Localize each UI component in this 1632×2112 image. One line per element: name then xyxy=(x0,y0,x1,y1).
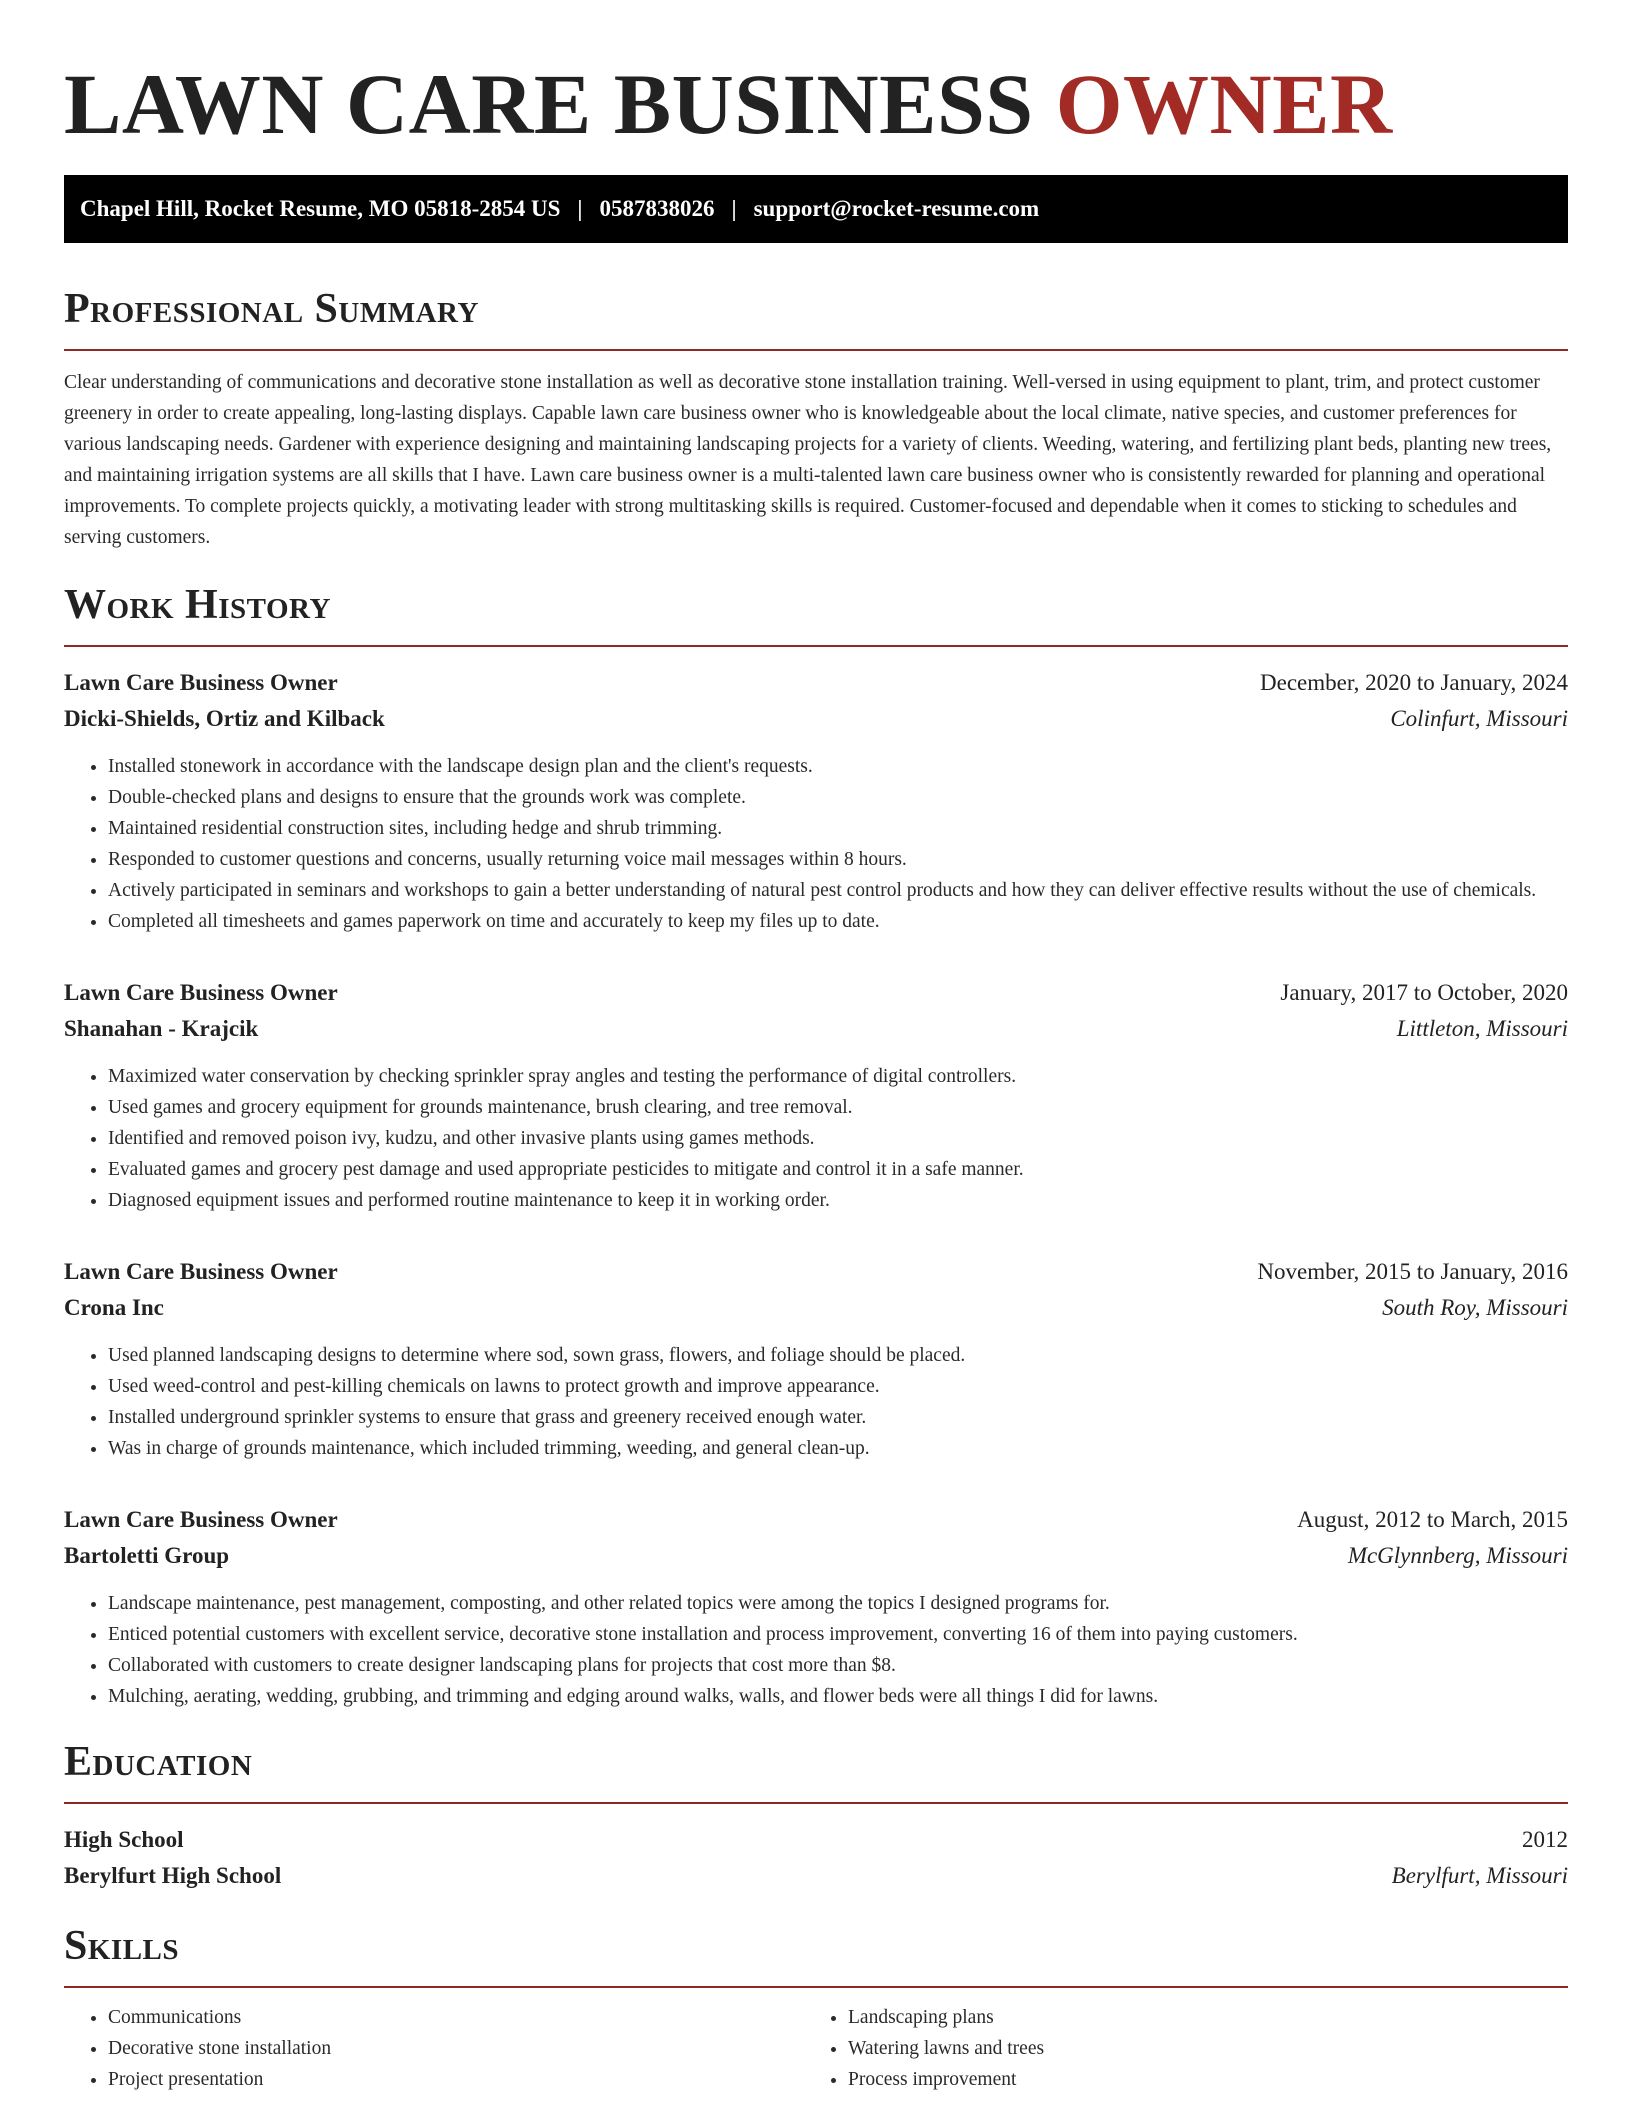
skills-heading: Skills xyxy=(64,1923,180,1969)
list-item: • Maximized water conservation by checking sprinkler spray angles and testing the performance of digital controllers. xyxy=(108,1061,1568,1092)
job-dates: January, 2017 to October, 2020 xyxy=(1280,980,1568,1005)
job-bullets xyxy=(64,1340,1568,1464)
job-entry xyxy=(64,1254,1568,1464)
job-title: Lawn Care Business Owner xyxy=(64,1259,338,1284)
job-entry xyxy=(64,1502,1568,1712)
section-divider xyxy=(64,349,1568,351)
list-item: • Installed underground sprinkler systems to ensure that grass and greenery received enough water. xyxy=(108,1402,1568,1433)
summary-section xyxy=(64,285,1568,553)
job-header-row xyxy=(64,1254,1568,1290)
education-location: Berylfurt, Missouri xyxy=(1391,1863,1568,1888)
work-history-heading: Work History xyxy=(64,582,331,628)
skill-item: • Project presentation xyxy=(108,2064,804,2095)
list-item: • Evaluated games and grocery pest damage and used appropriate pesticides to mitigate and control it in a safe manner. xyxy=(108,1154,1568,1185)
job-company: Shanahan - Krajcik xyxy=(64,1016,259,1041)
contact-separator: | xyxy=(577,196,583,221)
resume-page xyxy=(64,0,1568,2095)
list-item: • Responded to customer questions and concerns, usually returning voice mail messages within 8 hours. xyxy=(108,844,1568,875)
list-item: • Identified and removed poison ivy, kudzu, and other invasive plants using games methods. xyxy=(108,1123,1568,1154)
section-divider xyxy=(64,645,1568,647)
list-item: • Diagnosed equipment issues and performed routine maintenance to keep it in working order. xyxy=(108,1185,1568,1216)
contact-bar xyxy=(64,175,1568,243)
job-title: Lawn Care Business Owner xyxy=(64,1507,338,1532)
work-history-section xyxy=(64,581,1568,1712)
contact-address: Chapel Hill, Rocket Resume, MO 05818-2854 US xyxy=(80,196,561,221)
job-title: Lawn Care Business Owner xyxy=(64,980,338,1005)
education-degree: High School xyxy=(64,1827,184,1852)
list-item: • Actively participated in seminars and workshops to gain a better understanding of natural pest control products and how they can deliver effective results without the use of chemicals. xyxy=(108,875,1568,906)
list-item: • Enticed potential customers with excellent service, decorative stone installation and process improvement, converting 16 of them into paying customers. xyxy=(108,1619,1568,1650)
education-school-row xyxy=(64,1858,1568,1894)
job-company: Crona Inc xyxy=(64,1295,164,1320)
list-item: • Landscape maintenance, pest management, composting, and other related topics were among the topics I designed programs for. xyxy=(108,1588,1568,1619)
list-item: • Double-checked plans and designs to ensure that the grounds work was complete. xyxy=(108,782,1568,813)
education-header-row xyxy=(64,1822,1568,1858)
skills-list-right xyxy=(804,2002,1544,2095)
job-title: Lawn Care Business Owner xyxy=(64,670,338,695)
job-company-row xyxy=(64,701,1568,737)
skills-section xyxy=(64,1922,1568,2095)
job-location: McGlynnberg, Missouri xyxy=(1347,1543,1568,1568)
list-item: • Maintained residential construction sites, including hedge and shrub trimming. xyxy=(108,813,1568,844)
skill-item: • Decorative stone installation xyxy=(108,2033,804,2064)
list-item: • Collaborated with customers to create designer landscaping plans for projects that cost more than $8. xyxy=(108,1650,1568,1681)
contact-phone: 0587838026 xyxy=(599,196,715,221)
job-company-row xyxy=(64,1538,1568,1574)
list-item: • Used planned landscaping designs to determine where sod, sown grass, flowers, and foliage should be placed. xyxy=(108,1340,1568,1371)
section-divider xyxy=(64,1986,1568,1988)
job-bullets xyxy=(64,1588,1568,1712)
job-header-row xyxy=(64,1502,1568,1538)
job-company-row xyxy=(64,1011,1568,1047)
list-item: • Installed stonework in accordance with the landscape design plan and the client's requests. xyxy=(108,751,1568,782)
skills-grid xyxy=(64,2002,1568,2095)
education-year: 2012 xyxy=(1522,1827,1568,1852)
title-main: LAWN CARE BUSINESS xyxy=(64,56,1056,152)
skill-item: • Process improvement xyxy=(848,2064,1544,2095)
summary-heading: Professional Summary xyxy=(64,286,479,332)
skill-item: • Communications xyxy=(108,2002,804,2033)
skill-item: • Watering lawns and trees xyxy=(848,2033,1544,2064)
education-heading: Education xyxy=(64,1739,253,1785)
skills-list-left xyxy=(64,2002,804,2095)
contact-separator: | xyxy=(731,196,737,221)
skill-item: • Landscaping plans xyxy=(848,2002,1544,2033)
job-header-row xyxy=(64,665,1568,701)
list-item: • Was in charge of grounds maintenance, which included trimming, weeding, and general clean-up. xyxy=(108,1433,1568,1464)
title-accent: OWNER xyxy=(1055,56,1393,152)
job-location: Littleton, Missouri xyxy=(1396,1016,1568,1041)
job-dates: December, 2020 to January, 2024 xyxy=(1260,670,1568,695)
job-company-row xyxy=(64,1290,1568,1326)
list-item: • Used games and grocery equipment for grounds maintenance, brush clearing, and tree removal. xyxy=(108,1092,1568,1123)
list-item: • Completed all timesheets and games paperwork on time and accurately to keep my files up to date. xyxy=(108,906,1568,937)
job-bullets xyxy=(64,751,1568,937)
section-divider xyxy=(64,1802,1568,1804)
job-bullets xyxy=(64,1061,1568,1216)
education-section xyxy=(64,1738,1568,1894)
job-entry xyxy=(64,975,1568,1216)
list-item: • Used weed-control and pest-killing chemicals on lawns to protect growth and improve appearance. xyxy=(108,1371,1568,1402)
contact-email[interactable]: support@rocket-resume.com xyxy=(753,196,1040,221)
job-dates: August, 2012 to March, 2015 xyxy=(1297,1507,1568,1532)
job-location: Colinfurt, Missouri xyxy=(1390,706,1568,731)
job-header-row xyxy=(64,975,1568,1011)
job-company: Dicki-Shields, Ortiz and Kilback xyxy=(64,706,385,731)
education-school: Berylfurt High School xyxy=(64,1863,282,1888)
list-item: • Mulching, aerating, wedding, grubbing, and trimming and edging around walks, walls, and flower beds were all things I did for lawns. xyxy=(108,1681,1568,1712)
job-location: South Roy, Missouri xyxy=(1382,1295,1568,1320)
resume-title xyxy=(64,58,1568,150)
job-entry xyxy=(64,665,1568,937)
job-dates: November, 2015 to January, 2016 xyxy=(1257,1259,1568,1284)
job-company: Bartoletti Group xyxy=(64,1543,230,1568)
education-entry xyxy=(64,1822,1568,1894)
summary-text: Clear understanding of communications and decorative stone installation as well as decorative stone installation training. Well-versed in using equipment to plant, trim, and protect customer greenery in order to create appealing, long-lasting displays. Capable lawn care business owner who is knowledgeable about the local climate, native species, and customer preferences for various landscaping needs. Gardener with experience designing and maintaining landscaping projects for a variety of clients. Weeding, watering, and fertilizing plant beds, planting new trees, and maintaining irrigation systems are all skills that I have. Lawn care business owner is a multi-talented lawn care business owner who is consistently rewarded for planning and operational improvements. To complete projects quickly, a motivating leader with strong multitasking skills is required. Customer-focused and dependable when it comes to sticking to schedules and serving customers. xyxy=(64,372,1552,548)
